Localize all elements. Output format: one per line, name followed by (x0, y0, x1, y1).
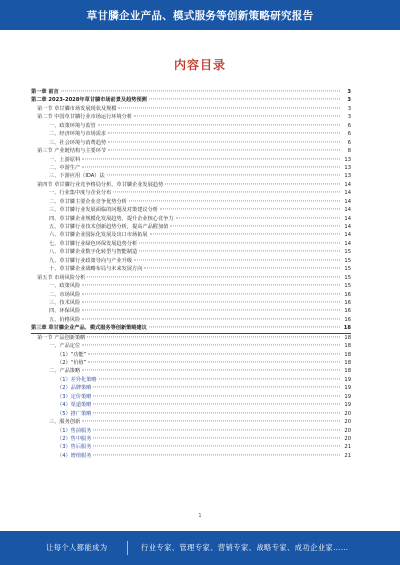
toc-leader-dots (134, 259, 340, 260)
toc-entry[interactable] (31, 435, 351, 443)
toc-entry-text: （1）“功能” (57, 351, 87, 358)
toc-entry-text: 四、草甘膦企业规模化发展趋势，提升企业核心竞争力 (49, 215, 174, 222)
toc-entry-page: 18 (344, 343, 351, 350)
toc-entry-text: 第二节 中国草甘膦行业市场运行环境分析 (37, 114, 133, 121)
toc-leader-dots (93, 412, 340, 413)
footer-slogan: 让每个人都能成为 (46, 543, 108, 552)
toc-entry-text: 第五节 市场风险分析 (37, 274, 86, 281)
toc-leader-dots (134, 116, 340, 117)
toc-leader-dots (82, 310, 340, 311)
toc-leader-dots (82, 166, 340, 167)
toc-entry-page: 15 (344, 283, 351, 290)
toc-entry[interactable] (31, 452, 351, 460)
footer-expert-list: 行业专家、管理专家、营销专家、战略专家、成功企业家…… (141, 543, 349, 552)
toc-entry-page: 19 (344, 402, 351, 409)
toc-entry-page: 21 (344, 444, 351, 451)
toc-entry-text: 一、政策环境与监管 (49, 122, 96, 129)
toc-entry[interactable] (31, 139, 351, 147)
toc-entry-page: 20 (344, 435, 351, 442)
toc-entry-text: 二、市场风险 (49, 291, 81, 298)
toc-entry-page: 3 (347, 114, 351, 121)
toc-leader-dots (82, 293, 340, 294)
toc-entry-page: 15 (344, 257, 351, 264)
toc-entry-page: 15 (344, 274, 351, 281)
toc-entry-page: 16 (344, 291, 351, 298)
toc-entry-text: 第一节 草甘膦市场发展现状及规模 (37, 105, 117, 112)
toc-entry-page: 15 (344, 249, 351, 256)
toc-leader-dots (108, 149, 340, 150)
toc-leader-dots (87, 336, 340, 337)
toc-entry[interactable] (31, 334, 351, 342)
toc-entry-page: 19 (344, 393, 351, 400)
toc-entry-page: 6 (347, 139, 351, 146)
toc-entry-text: 二、产品策略 (49, 368, 81, 375)
toc-entry-text: 五、草甘膦行业技术创新趋势分析，提高产品附加值 (49, 224, 169, 230)
toc-entry-page: 18 (344, 368, 351, 375)
toc-entry-page: 14 (344, 207, 351, 214)
toc-leader-dots (129, 200, 340, 201)
toc-entry-text: 一、产品定位 (49, 343, 81, 350)
toc-entry-text: 二、草甘膦主要企业竞争优势分析 (49, 198, 127, 205)
toc-leader-dots (82, 158, 340, 159)
toc-entry-text: 六、草甘膦企业国际化发展及出口市场拓展 (49, 232, 148, 239)
toc-entry[interactable] (31, 172, 351, 180)
toc-leader-dots (93, 395, 340, 396)
toc-leader-dots (93, 446, 340, 447)
footer-banner (0, 531, 400, 565)
toc-entry-text: 四、环保风险 (49, 308, 81, 315)
toc-leader-dots (139, 242, 340, 243)
toc-entry[interactable] (31, 443, 351, 451)
toc-entry-page: 3 (347, 97, 351, 104)
toc-leader-dots (149, 99, 340, 100)
toc-entry-text: （2）“价值” (57, 360, 87, 366)
toc-entry-page: 14 (344, 224, 351, 230)
toc-entry[interactable] (31, 223, 351, 231)
toc-entry[interactable] (31, 122, 351, 130)
toc-entry-text: （1）售前服务 (57, 427, 92, 434)
toc-entry-page: 18 (344, 334, 351, 341)
toc-entry[interactable] (31, 418, 351, 426)
toc-leader-dots (93, 429, 340, 430)
toc-entry-page: 21 (344, 452, 351, 459)
toc-entry-text: （3）定价策略 (57, 393, 92, 400)
toc-leader-dots (93, 404, 340, 405)
toc-entry-text: 二、经济环境与市场需求 (49, 131, 107, 138)
toc-entry[interactable] (31, 351, 351, 359)
toc-entry-page: 19 (344, 376, 351, 383)
toc-entry-page: 16 (344, 299, 351, 306)
toc-entry-page: 13 (344, 156, 351, 163)
toc-entry-page: 15 (344, 266, 351, 273)
toc-entry-text: （4）渠道策略 (57, 402, 92, 409)
toc-entry[interactable] (31, 96, 351, 104)
toc-entry-text: 五、价格风险 (49, 316, 81, 323)
toc-entry[interactable] (31, 105, 351, 113)
toc-entry-text: 第一章 前言 (31, 89, 59, 95)
toc-entry[interactable] (31, 198, 351, 206)
toc-entry-page: 3 (347, 105, 351, 112)
toc-entry[interactable] (31, 324, 351, 333)
toc-leader-dots (113, 192, 340, 193)
toc-entry-text: （3）售后服务 (57, 444, 92, 451)
toc-entry[interactable] (31, 231, 351, 239)
toc-entry[interactable] (31, 240, 351, 248)
toc-entry[interactable] (31, 307, 351, 315)
toc-entry-text: 第三章 草甘膦企业产品、模式服务等创新策略建议 (31, 325, 147, 332)
toc-entry-page: 20 (344, 419, 351, 426)
toc-list (31, 88, 351, 460)
toc-entry[interactable] (31, 206, 351, 214)
toc-entry-text: （2）品牌策略 (57, 385, 92, 392)
toc-entry-page: 6 (347, 122, 351, 129)
toc-entry-page: 6 (347, 131, 351, 138)
toc-leader-dots (82, 318, 340, 319)
toc-entry[interactable] (31, 384, 351, 392)
toc-leader-dots (139, 251, 340, 252)
toc-leader-dots (107, 175, 340, 176)
toc-entry-text: 三、技术风险 (49, 299, 81, 306)
toc-entry[interactable] (31, 367, 351, 375)
report-title: 草甘膦企业产品、模式服务等创新策略研究报告 (86, 10, 314, 22)
toc-entry-text: 第四节 草甘膦行业竞争格局分析，草甘膦企业发展趋势 (37, 181, 164, 188)
toc-leader-dots (82, 284, 340, 285)
toc-entry-page: 13 (344, 173, 351, 180)
toc-entry[interactable] (31, 248, 351, 256)
toc-entry-page: 14 (344, 232, 351, 239)
toc-entry[interactable] (31, 299, 351, 307)
toc-entry-text: （1）差异化策略 (57, 376, 97, 383)
toc-entry-text: 十、草甘膦企业战略布局与未来发展方向 (49, 266, 143, 273)
toc-entry-text: 三、服务创新 (49, 419, 81, 426)
toc-entry-page: 16 (344, 308, 351, 315)
toc-entry-page: 13 (344, 164, 351, 171)
toc-entry[interactable] (31, 359, 351, 367)
toc-entry-text: （5）推广策略 (57, 410, 92, 417)
toc-leader-dots (82, 420, 340, 421)
toc-entry-text: 七、草甘膦行业绿色环保发展趋势分析 (49, 240, 138, 247)
toc-entry-page: 3 (347, 89, 351, 95)
toc-leader-dots (98, 124, 340, 125)
toc-entry-text: 三、社会环境与消费趋势 (49, 139, 107, 146)
toc-leader-dots (108, 133, 340, 134)
toc-entry-page: 14 (344, 215, 351, 222)
toc-entry[interactable] (31, 265, 351, 273)
toc-entry-text: 一、上游原料 (49, 156, 81, 163)
toc-leader-dots (88, 353, 340, 354)
toc-leader-dots (93, 387, 340, 388)
toc-entry-text: 第一节 产品创新策略 (37, 334, 86, 341)
toc-leader-dots (82, 301, 340, 302)
toc-leader-dots (93, 454, 340, 455)
toc-entry-text: 第二章 2023-2028年草甘膦市场前景及趋势预测 (31, 97, 147, 104)
toc-entry-page: 18 (344, 351, 351, 358)
toc-entry[interactable] (31, 147, 351, 155)
toc-leader-dots (165, 183, 340, 184)
toc-entry-page: 14 (344, 190, 351, 197)
toc-entry[interactable] (31, 291, 351, 299)
toc-entry-text: 二、中游生产 (49, 164, 81, 171)
toc-entry-text: （4）增值服务 (57, 452, 92, 459)
toc-leader-dots (82, 345, 340, 346)
toc-leader-dots (93, 437, 340, 438)
toc-entry-page: 18 (344, 360, 351, 366)
header-banner (0, 0, 400, 30)
toc-entry-text: 一、行业集中度与企业分布 (49, 190, 112, 197)
toc-leader-dots (82, 370, 340, 371)
toc-leader-dots (108, 141, 340, 142)
toc-entry-page: 16 (344, 316, 351, 323)
toc-entry-text: 八、草甘膦企业数字化转型与智能制造 (49, 249, 138, 256)
toc-entry[interactable] (31, 410, 351, 418)
toc-entry[interactable] (31, 164, 351, 172)
toc-title: 内容目录 (173, 58, 226, 72)
toc-entry-text: 三、下游应用（IDA）法 (49, 173, 105, 180)
toc-leader-dots (144, 268, 340, 269)
toc-entry[interactable] (31, 316, 351, 324)
toc-entry-text: 第三节 产业链结构与主要环节 (37, 148, 107, 155)
toc-entry[interactable] (31, 189, 351, 197)
toc-leader-dots (170, 225, 340, 226)
toc-entry[interactable] (31, 181, 351, 189)
toc-entry[interactable] (31, 130, 351, 138)
toc-entry[interactable] (31, 274, 351, 282)
toc-entry[interactable] (31, 393, 351, 401)
toc-leader-dots (150, 234, 340, 235)
toc-entry-page: 19 (344, 385, 351, 392)
toc-entry[interactable] (31, 376, 351, 384)
toc-entry-page: 18 (343, 325, 351, 332)
toc-leader-dots (99, 378, 340, 379)
toc-entry-page: 14 (344, 181, 351, 188)
toc-entry[interactable] (31, 156, 351, 164)
toc-entry[interactable] (31, 113, 351, 121)
toc-entry[interactable] (31, 215, 351, 223)
toc-leader-dots (176, 217, 340, 218)
toc-entry[interactable] (31, 257, 351, 265)
toc-entry-page: 20 (344, 427, 351, 434)
toc-entry-text: 九、草甘膦行业政策导向与产业升级 (49, 257, 133, 264)
toc-entry-page: 14 (344, 198, 351, 205)
toc-entry-text: （2）售中服务 (57, 435, 92, 442)
toc-entry[interactable] (31, 282, 351, 290)
toc-leader-dots (149, 327, 340, 328)
toc-entry[interactable] (31, 427, 351, 435)
toc-leader-dots (160, 209, 340, 210)
toc-entry-text: 三、草甘膦行业发展面临的问题及对策建议分析 (49, 207, 158, 214)
toc-entry[interactable] (31, 88, 351, 96)
toc-entry-text: 一、政策风险 (49, 283, 81, 290)
page-number: 1 (198, 513, 202, 519)
toc-leader-dots (88, 361, 340, 362)
toc-leader-dots (87, 276, 340, 277)
toc-leader-dots (118, 107, 340, 108)
toc-entry-page: 8 (347, 148, 351, 155)
toc-leader-dots (61, 90, 340, 91)
footer-divider (127, 541, 128, 555)
toc-entry[interactable] (31, 401, 351, 409)
toc-entry-page: 20 (344, 410, 351, 417)
toc-entry-page: 14 (344, 240, 351, 247)
toc-entry[interactable] (31, 342, 351, 350)
